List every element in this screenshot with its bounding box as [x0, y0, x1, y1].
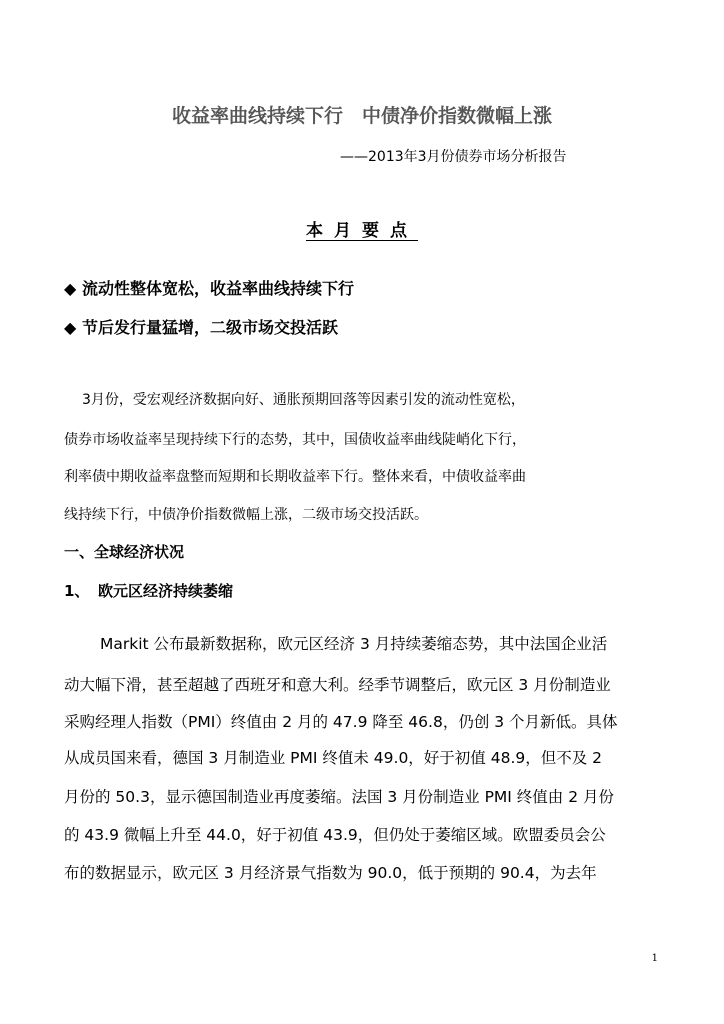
summary-line: 利率债中期收益率盘整而短期和长期收益率下行。整体来看，中债收益率曲: [64, 469, 526, 485]
section-heading: 一、全球经济状况: [64, 543, 185, 561]
report-subtitle: ——2013年3月份债券市场分析报告: [340, 149, 567, 165]
body-line: 月份的 50.3，显示德国制造业再度萎缩。法国 3 月份制造业 PMI 终值由 2 月份: [64, 788, 615, 806]
body-line: 从成员国来看，德国 3 月制造业 PMI 终值未 49.0，好于初值 48.9，但不及 2: [64, 749, 603, 767]
body-line: 采购经理人指数（PMI）终值由 2 月的 47.9 降至 46.8，仍创 3 个月新低。具体: [64, 713, 618, 731]
body-line: 的 43.9 微幅上升至 44.0，好于初值 43.9，但仍处于萎缩区域。欧盟委员会公: [64, 826, 606, 844]
subsection-title: 欧元区经济持续萎缩: [98, 582, 234, 600]
page-number: 1: [651, 953, 658, 964]
subsection-heading: [64, 580, 233, 601]
body-line: 布的数据显示，欧元区 3 月经济景气指数为 90.0，低于预期的 90.4，为去年: [64, 864, 597, 882]
summary-line: 债券市场收益率呈现持续下行的态势，其中，国债收益率曲线陡峭化下行，: [64, 432, 526, 448]
body-line: 动大幅下滑，甚至超越了西班牙和意大利。经季节调整后，欧元区 3 月份制造业: [64, 676, 611, 694]
highlights-heading: 本月要点: [306, 221, 418, 241]
diamond-bullet-icon: ◆: [64, 279, 77, 298]
highlight-item: [64, 276, 354, 299]
summary-line: 线持续下行，中债净价指数微幅上涨，二级市场交投活跃。: [64, 507, 428, 523]
highlight-item: [64, 315, 338, 338]
highlight-text: 流动性整体宽松，收益率曲线持续下行: [82, 279, 355, 298]
summary-line: 3月份，受宏观经济数据向好、通胀预期回落等因素引发的流动性宽松，: [82, 392, 525, 408]
diamond-bullet-icon: ◆: [64, 318, 77, 337]
body-line: Markit 公布最新数据称，欧元区经济 3 月持续萎缩态势，其中法国企业活: [100, 635, 608, 653]
subsection-number: 1、: [64, 582, 90, 600]
highlight-text: 节后发行量猛增，二级市场交投活跃: [82, 318, 339, 337]
report-title: 收益率曲线持续下行 中债净价指数微幅上涨: [171, 105, 552, 127]
